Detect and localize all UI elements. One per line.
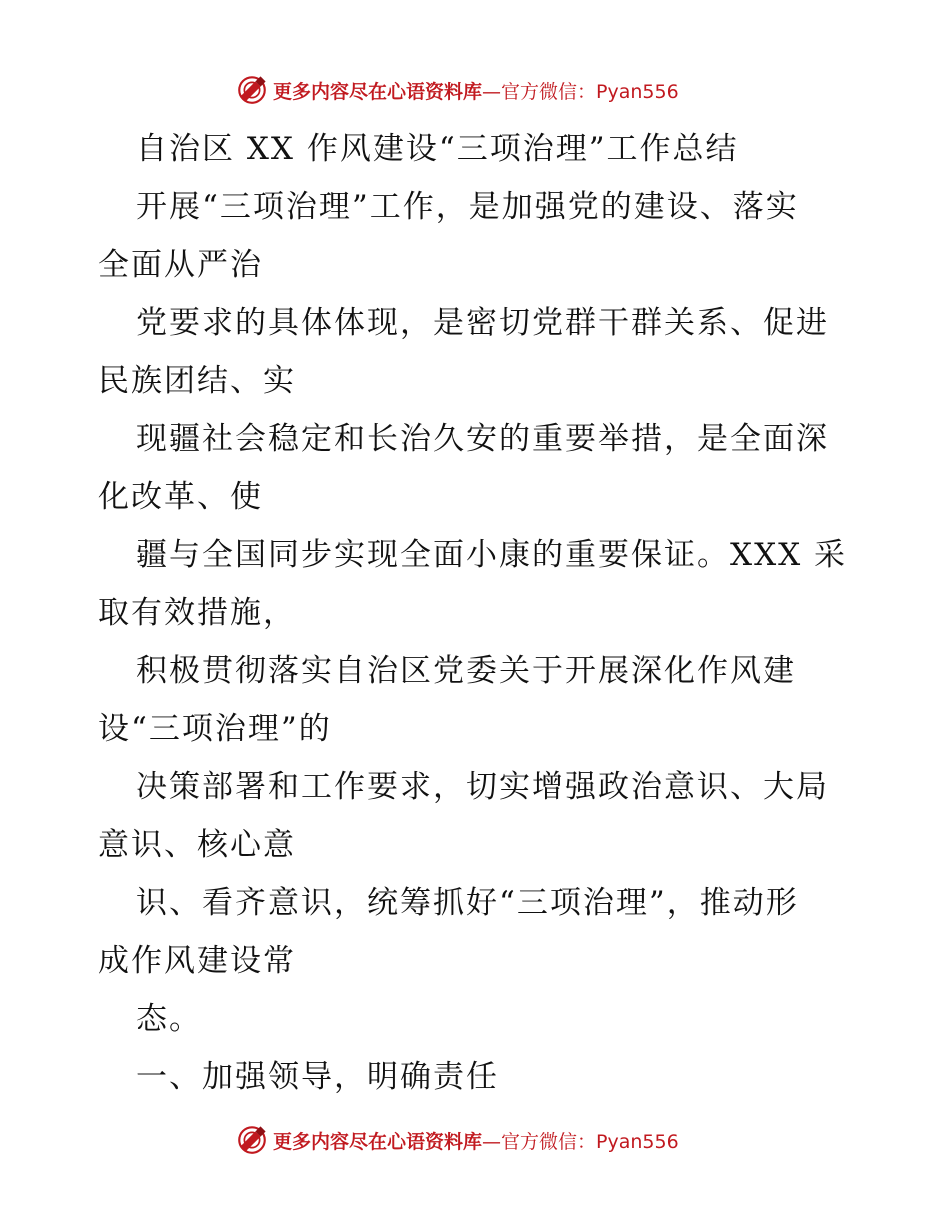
banner-contact-text: —官方微信：Pyan556: [482, 1130, 679, 1153]
paragraph-line: 识、看齐意识，统筹抓好“三项治理”，推动形: [136, 885, 799, 921]
footer-banner: [235, 1122, 679, 1158]
banner-main-text: 更多内容尽在心语资料库: [273, 1130, 483, 1153]
paragraph-line: 开展“三项治理”工作，是加强党的建设、落实: [136, 189, 799, 225]
paragraph-line: 态。: [136, 1001, 202, 1037]
document-title: 自治区 XX 作风建设“三项治理”工作总结: [136, 131, 739, 167]
paragraph-line: 设“三项治理”的: [98, 711, 332, 747]
header-banner: [235, 72, 679, 108]
banner-main-text: 更多内容尽在心语资料库: [273, 80, 483, 103]
paragraph-line: 化改革、使: [98, 479, 263, 515]
brand-logo-icon: [235, 1123, 269, 1157]
paragraph-line: 民族团结、实: [98, 363, 296, 399]
banner-contact-text: —官方微信：Pyan556: [482, 80, 679, 103]
brand-logo-icon: [235, 73, 269, 107]
paragraph-line: 现疆社会稳定和长治久安的重要举措，是全面深: [136, 421, 829, 457]
paragraph-line: 全面从严治: [98, 247, 263, 283]
paragraph-line: 成作风建设常: [98, 943, 296, 979]
section-heading: 一、加强领导，明确责任: [136, 1059, 499, 1095]
paragraph-line: 积极贯彻落实自治区党委关于开展深化作风建: [136, 653, 796, 689]
paragraph-line: 决策部署和工作要求，切实增强政治意识、大局: [136, 769, 829, 805]
document-body: [98, 120, 858, 1106]
paragraph-line: 疆与全国同步实现全面小康的重要保证。XXX 采: [136, 537, 848, 573]
paragraph-line: 意识、核心意: [98, 827, 296, 863]
paragraph-line: 取有效措施，: [98, 595, 296, 631]
paragraph-line: 党要求的具体体现，是密切党群干群关系、促进: [136, 305, 829, 341]
